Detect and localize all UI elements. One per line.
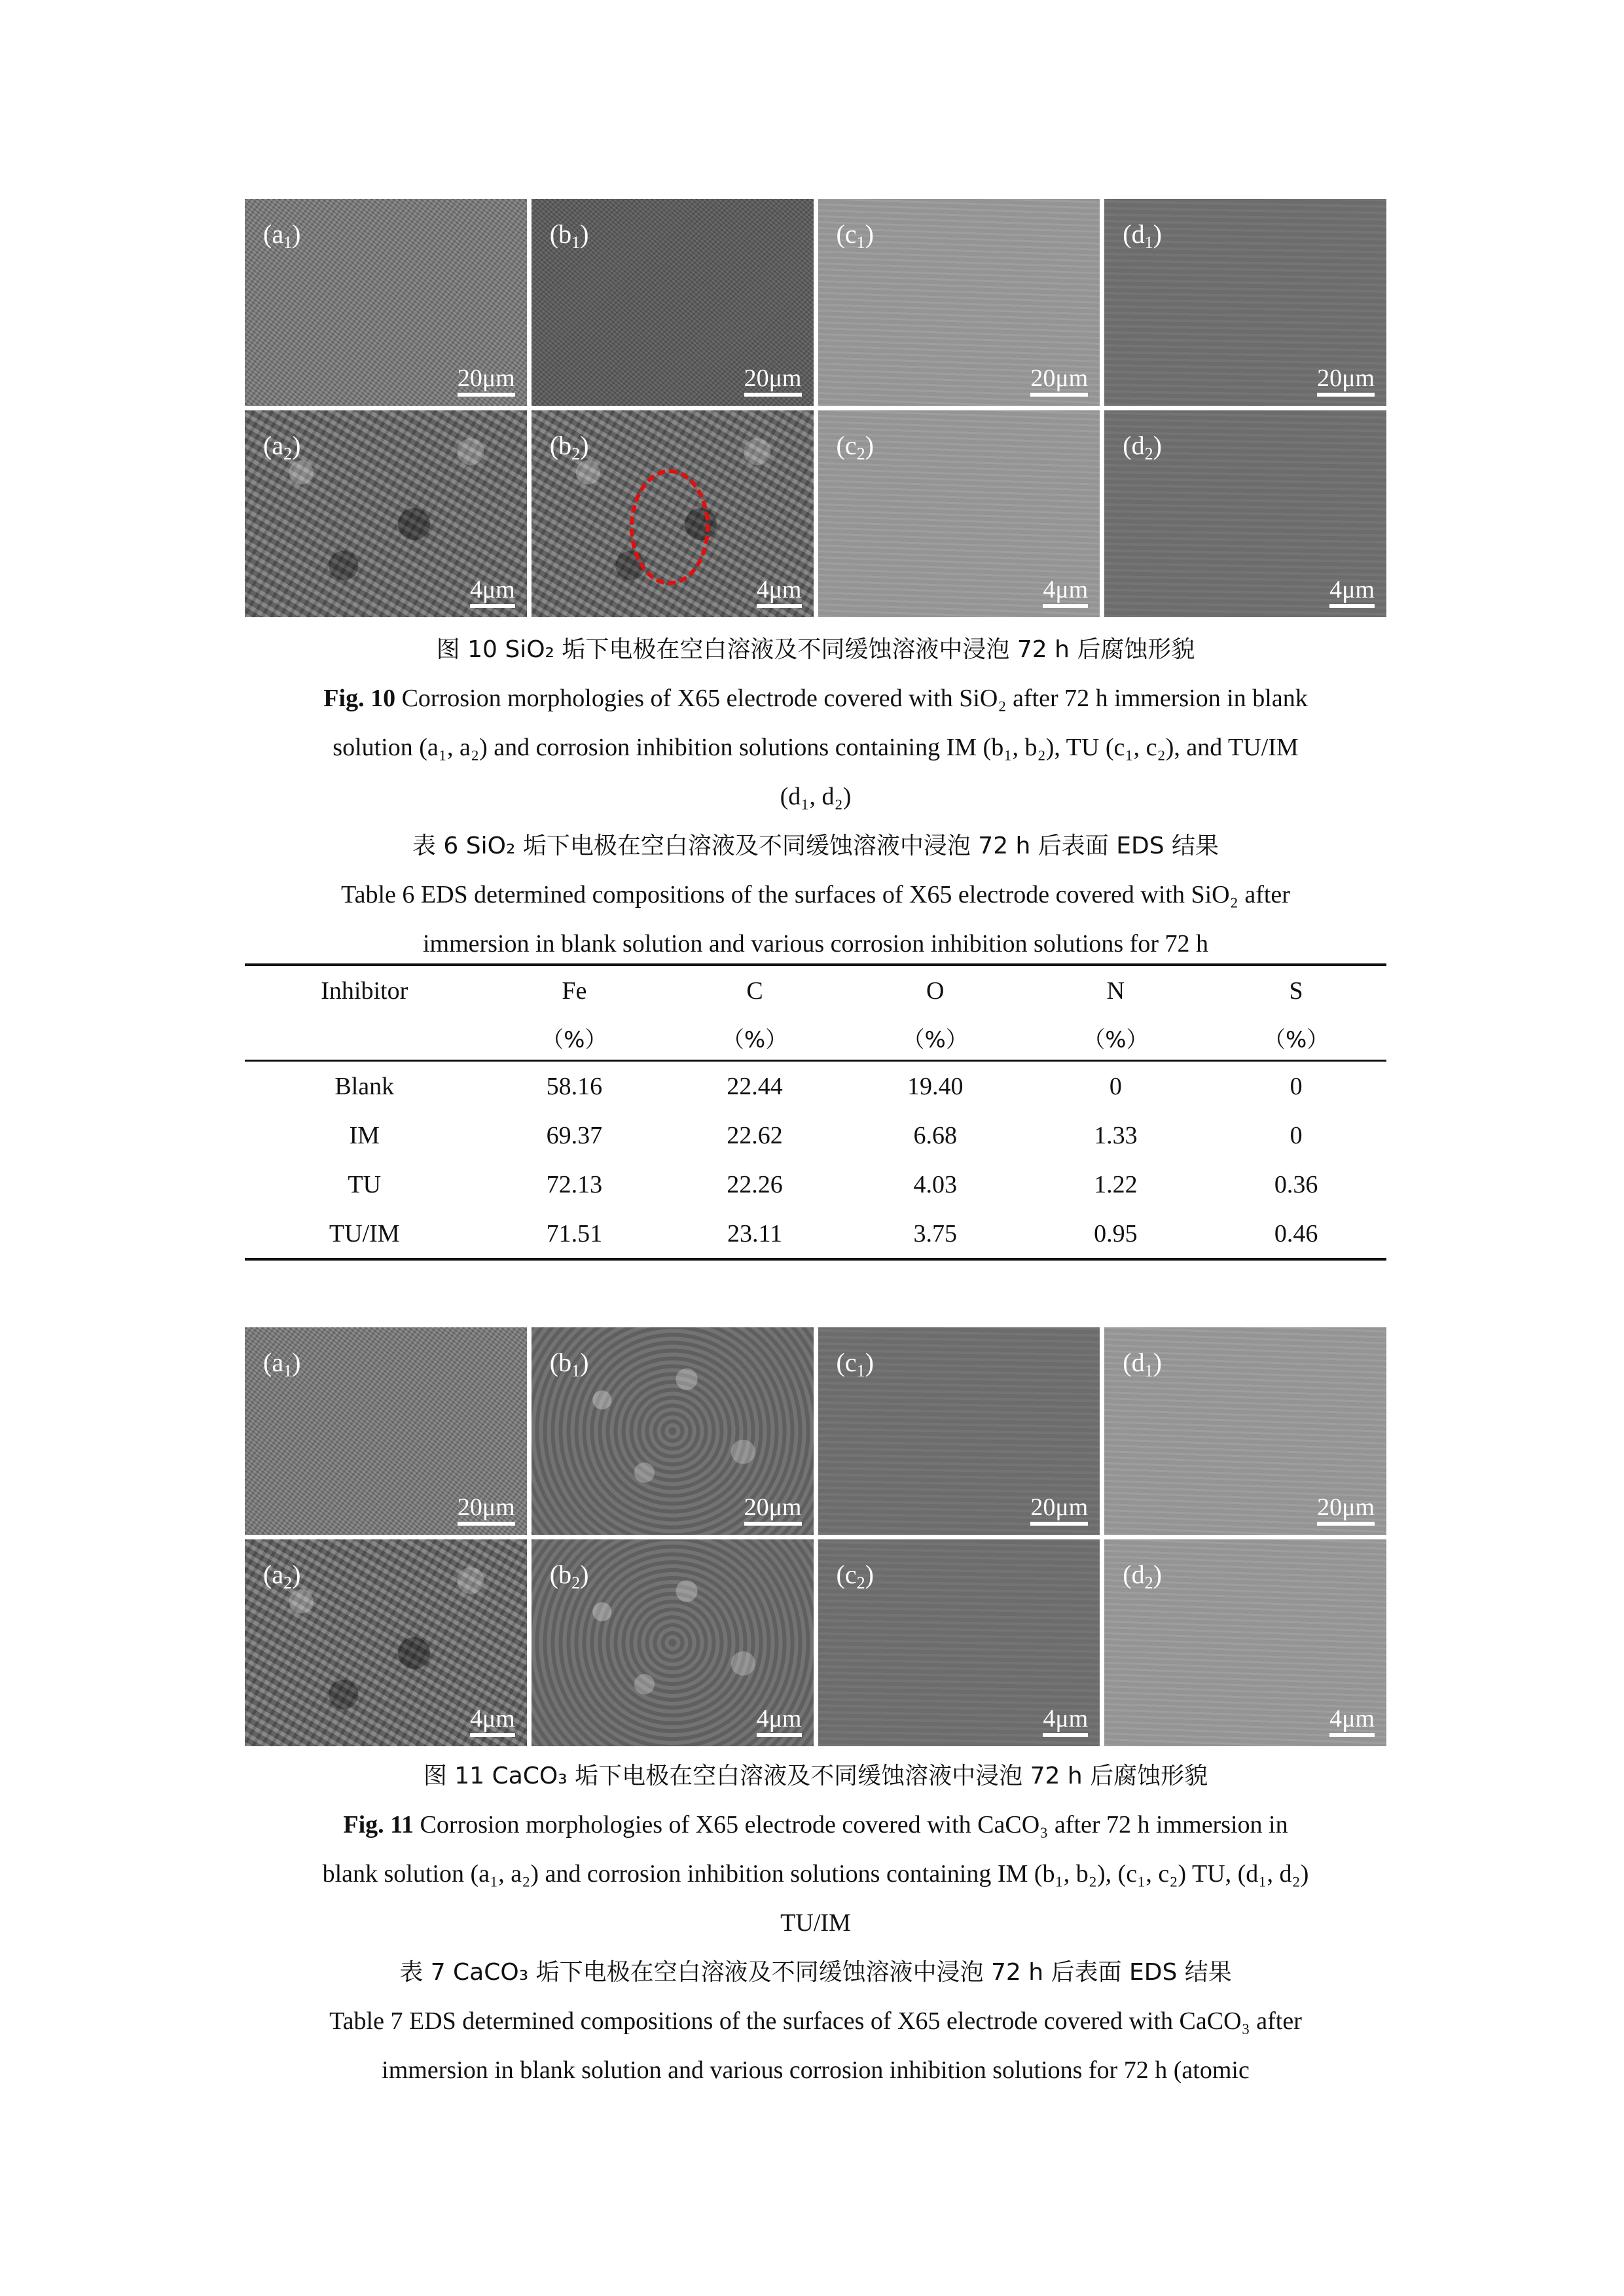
table-unit-cell: （%） bbox=[484, 1015, 664, 1061]
table-header-cell: O bbox=[845, 965, 1026, 1015]
table-cell: 22.62 bbox=[727, 1121, 783, 1149]
scale-bar-label: 4μm bbox=[756, 576, 802, 603]
scale-bar bbox=[1030, 366, 1088, 397]
panel-letter: d bbox=[1131, 431, 1145, 460]
scale-bar-label: 4μm bbox=[1043, 1705, 1089, 1732]
scale-bar bbox=[1317, 1495, 1375, 1526]
table-row bbox=[245, 1160, 1386, 1209]
panel-letter: c bbox=[844, 1559, 857, 1589]
table-cell: 72.13 bbox=[546, 1170, 603, 1198]
scale-bar bbox=[470, 1706, 515, 1737]
sem-panel-d1 bbox=[1104, 199, 1386, 406]
table-header-cell: S bbox=[1206, 965, 1386, 1015]
scale-bar-line bbox=[470, 1733, 515, 1737]
scale-bar-label: 20μm bbox=[744, 365, 802, 392]
scale-bar-line bbox=[470, 604, 515, 608]
table-6-eds bbox=[245, 963, 1386, 1261]
panel-label: $(d_2)$ bbox=[1123, 431, 1162, 463]
table-cell: Blank bbox=[334, 1072, 395, 1100]
table-cell: 0.36 bbox=[1274, 1170, 1318, 1198]
panel-label: $(b_1)$ bbox=[549, 1348, 589, 1380]
panel-subscript: 1 bbox=[1144, 1361, 1153, 1380]
panel-label: $(a_1)$ bbox=[263, 1348, 301, 1380]
panel-subscript: 1 bbox=[856, 233, 865, 252]
table-6-title-en-line1: Table 6 EDS determined compositions of the surfaces of X65 electrode covered with SiO₂ after bbox=[341, 881, 1290, 908]
scale-bar bbox=[744, 366, 802, 397]
table-header-cell: Fe bbox=[484, 965, 664, 1015]
table-unit-cell: （%） bbox=[664, 1015, 845, 1061]
panel-label: $(b_2)$ bbox=[549, 431, 589, 463]
scale-bar-line bbox=[757, 604, 802, 608]
table-cell: 0 bbox=[1290, 1072, 1303, 1100]
panel-label: $(a_1)$ bbox=[263, 219, 301, 252]
sem-panel-d2 bbox=[1104, 1539, 1386, 1747]
figure-10-label: Fig. 10 bbox=[323, 685, 396, 712]
scale-bar bbox=[757, 577, 802, 608]
panel-letter: d bbox=[1131, 1348, 1145, 1377]
panel-letter: b bbox=[558, 1559, 572, 1589]
table-7-title-cn: 表 7 CaCO₃ 垢下电极在空白溶液及不同缓蚀溶液中浸泡 72 h 后表面 EDS 结果 bbox=[399, 1959, 1232, 1986]
scale-bar bbox=[458, 1495, 515, 1526]
table-cell: IM bbox=[349, 1121, 380, 1149]
scale-bar-label: 20μm bbox=[457, 1493, 515, 1521]
figure-10-caption-en-text1: Corrosion morphologies of X65 electrode covered with SiO₂ after 72 h immersion in blank bbox=[395, 685, 1308, 712]
table-row bbox=[245, 1209, 1386, 1259]
table-cell: 23.11 bbox=[664, 1209, 845, 1259]
sem-panel-a1 bbox=[245, 1327, 527, 1535]
table-cell: TU/IM bbox=[245, 1209, 484, 1259]
figure-10-caption-en-line3: (d₁, d₂) bbox=[780, 783, 852, 810]
figure-11-caption-cn: 图 11 CaCO₃ 垢下电极在空白溶液及不同缓蚀溶液中浸泡 72 h 后腐蚀形貌 bbox=[423, 1763, 1208, 1789]
table-row bbox=[245, 1111, 1386, 1160]
panel-label: $(c_2)$ bbox=[836, 431, 874, 463]
table-unit-cell: （%） bbox=[845, 1015, 1026, 1061]
panel-label: $(d_1)$ bbox=[1123, 219, 1162, 252]
scale-bar bbox=[1030, 1495, 1088, 1526]
table-header-row bbox=[245, 965, 1386, 1015]
figure-11-caption-en-line3: TU/IM bbox=[780, 1909, 851, 1937]
panel-letter: b bbox=[558, 219, 572, 249]
panel-subscript: 1 bbox=[1144, 233, 1153, 252]
figure-11-caption-en-text1: Corrosion morphologies of X65 electrode covered with CaCO₃ after 72 h immersion in bbox=[414, 1811, 1288, 1839]
pit-highlight-circle bbox=[630, 469, 710, 585]
table-cell: 22.44 bbox=[727, 1072, 783, 1100]
table-unit-row bbox=[245, 1015, 1386, 1061]
scale-bar bbox=[744, 1495, 802, 1526]
figure-11-label: Fig. 11 bbox=[343, 1811, 414, 1839]
table-6-title-cn: 表 6 SiO₂ 垢下电极在空白溶液及不同缓蚀溶液中浸泡 72 h 后表面 EDS 结果 bbox=[412, 833, 1219, 859]
scale-bar-line bbox=[458, 1522, 515, 1526]
sem-panel-c2 bbox=[818, 410, 1100, 617]
panel-subscript: 1 bbox=[571, 233, 581, 252]
panel-label: $(b_1)$ bbox=[549, 219, 589, 252]
table-cell: 4.03 bbox=[913, 1170, 957, 1198]
panel-subscript: 1 bbox=[283, 1361, 293, 1380]
figure-11-caption bbox=[245, 1751, 1386, 1948]
scale-bar-line bbox=[1317, 393, 1375, 397]
sem-panel-c1 bbox=[818, 199, 1100, 406]
scale-bar-label: 4μm bbox=[756, 1705, 802, 1732]
table-unit-cell: （%） bbox=[1206, 1015, 1386, 1061]
panel-label: $(d_2)$ bbox=[1123, 1559, 1162, 1592]
table-cell: 1.33 bbox=[1094, 1121, 1138, 1149]
table-cell: 1.22 bbox=[1094, 1170, 1138, 1198]
sem-panel-b2 bbox=[532, 1539, 814, 1747]
scale-bar bbox=[470, 577, 515, 608]
figure-10-caption-cn: 图 10 SiO₂ 垢下电极在空白溶液及不同缓蚀溶液中浸泡 72 h 后腐蚀形貌 bbox=[436, 636, 1195, 663]
sem-panel-d1 bbox=[1104, 1327, 1386, 1535]
panel-letter: c bbox=[844, 1348, 857, 1377]
table-cell: 69.37 bbox=[546, 1121, 603, 1149]
scale-bar-line bbox=[1329, 1733, 1375, 1737]
table-unit-cell bbox=[245, 1015, 484, 1061]
panel-label: $(c_2)$ bbox=[836, 1559, 874, 1592]
panel-subscript: 2 bbox=[571, 444, 581, 463]
scale-bar-line bbox=[1030, 393, 1088, 397]
scale-bar-label: 20μm bbox=[1030, 365, 1089, 392]
panel-letter: c bbox=[844, 431, 857, 460]
sem-panel-a2 bbox=[245, 1539, 527, 1747]
sem-panel-a2 bbox=[245, 410, 527, 617]
scale-bar-line bbox=[1043, 1733, 1088, 1737]
table-cell: 0.95 bbox=[1026, 1209, 1206, 1259]
figure-11-sem-grid bbox=[245, 1327, 1386, 1746]
panel-label: $(d_1)$ bbox=[1123, 1348, 1162, 1380]
scale-bar-line bbox=[458, 393, 515, 397]
scale-bar-line bbox=[1030, 1522, 1088, 1526]
table-unit-cell: （%） bbox=[1026, 1015, 1206, 1061]
panel-subscript: 2 bbox=[856, 444, 865, 463]
panel-subscript: 1 bbox=[283, 233, 293, 252]
table-7-title bbox=[245, 1948, 1386, 2095]
table-cell: 0.46 bbox=[1206, 1209, 1386, 1259]
panel-subscript: 1 bbox=[856, 1361, 865, 1380]
scale-bar bbox=[1043, 1706, 1088, 1737]
panel-label: $(c_1)$ bbox=[836, 219, 874, 252]
figure-10-caption-en-line1 bbox=[245, 674, 1386, 723]
panel-subscript: 2 bbox=[571, 1573, 581, 1592]
scale-bar-label: 4μm bbox=[469, 1705, 515, 1732]
table-cell: 0 bbox=[1290, 1121, 1303, 1149]
table-cell: 19.40 bbox=[907, 1072, 964, 1100]
table-6-title-en-line2: immersion in blank solution and various corrosion inhibition solutions for 72 h bbox=[422, 930, 1209, 958]
table-cell: 22.26 bbox=[727, 1170, 783, 1198]
table-header-cell: N bbox=[1026, 965, 1206, 1015]
panel-subscript: 2 bbox=[856, 1573, 865, 1592]
sem-panel-c2 bbox=[818, 1539, 1100, 1747]
scale-bar-label: 20μm bbox=[744, 1493, 802, 1521]
table-cell: 6.68 bbox=[913, 1121, 957, 1149]
panel-letter: b bbox=[558, 1348, 572, 1377]
table-7-title-en-line1: Table 7 EDS determined compositions of the surfaces of X65 electrode covered with CaCO₃ after bbox=[329, 2007, 1302, 2035]
scale-bar-line bbox=[744, 1522, 802, 1526]
scale-bar-label: 4μm bbox=[1043, 576, 1089, 603]
table-header-cell: C bbox=[664, 965, 845, 1015]
panel-letter: a bbox=[272, 1559, 284, 1589]
scale-bar bbox=[1317, 366, 1375, 397]
figure-10-caption-en-line2: solution (a₁, a₂) and corrosion inhibition solutions containing IM (b₁, b₂), TU (c₁, c₂), and TU/IM bbox=[333, 734, 1299, 761]
panel-subscript: 2 bbox=[283, 444, 293, 463]
panel-label: $(a_2)$ bbox=[263, 1559, 301, 1592]
panel-subscript: 2 bbox=[1144, 444, 1153, 463]
scale-bar-line bbox=[757, 1733, 802, 1737]
scale-bar-label: 4μm bbox=[469, 576, 515, 603]
table-header-cell: Inhibitor bbox=[245, 965, 484, 1015]
sem-panel-c1 bbox=[818, 1327, 1100, 1535]
table-cell: 58.16 bbox=[546, 1072, 603, 1100]
panel-label: $(b_2)$ bbox=[549, 1559, 589, 1592]
sem-panel-a1 bbox=[245, 199, 527, 406]
panel-letter: a bbox=[272, 219, 284, 249]
table-6-title bbox=[245, 821, 1386, 969]
scale-bar bbox=[458, 366, 515, 397]
panel-letter: b bbox=[558, 431, 572, 460]
figure-11-caption-en-line2: blank solution (a₁, a₂) and corrosion inhibition solutions containing IM (b₁, b₂), (c₁, c₂) TU, (d₁, d₂) bbox=[322, 1860, 1309, 1888]
figure-10-sem-grid bbox=[245, 199, 1386, 617]
scale-bar-label: 20μm bbox=[457, 365, 515, 392]
sem-panel-b2 bbox=[532, 410, 814, 617]
scale-bar-line bbox=[1329, 604, 1375, 608]
scale-bar bbox=[1329, 577, 1375, 608]
scale-bar-label: 20μm bbox=[1317, 365, 1375, 392]
table-row bbox=[245, 1061, 1386, 1111]
panel-letter: d bbox=[1131, 219, 1145, 249]
panel-letter: a bbox=[272, 1348, 284, 1377]
panel-letter: d bbox=[1131, 1559, 1145, 1589]
sem-panel-b1 bbox=[532, 1327, 814, 1535]
table-cell: 0 bbox=[1109, 1072, 1122, 1100]
table-cell: 3.75 bbox=[845, 1209, 1026, 1259]
scale-bar-line bbox=[1317, 1522, 1375, 1526]
table-cell: 71.51 bbox=[484, 1209, 664, 1259]
scale-bar bbox=[1043, 577, 1088, 608]
table-cell: TU bbox=[348, 1170, 382, 1198]
scale-bar-label: 4μm bbox=[1329, 1705, 1375, 1732]
scale-bar bbox=[1329, 1706, 1375, 1737]
panel-label: $(c_1)$ bbox=[836, 1348, 874, 1380]
scale-bar-line bbox=[744, 393, 802, 397]
panel-subscript: 2 bbox=[1144, 1573, 1153, 1592]
scale-bar-label: 20μm bbox=[1030, 1493, 1089, 1521]
scale-bar bbox=[757, 1706, 802, 1737]
sem-panel-b1 bbox=[532, 199, 814, 406]
scale-bar-label: 20μm bbox=[1317, 1493, 1375, 1521]
panel-subscript: 1 bbox=[571, 1361, 581, 1380]
figure-10-caption bbox=[245, 625, 1386, 821]
panel-letter: a bbox=[272, 431, 284, 460]
panel-letter: c bbox=[844, 219, 857, 249]
figure-11-caption-en-line1 bbox=[245, 1801, 1386, 1850]
table-7-title-en-line2: immersion in blank solution and various corrosion inhibition solutions for 72 h (atomic bbox=[382, 2056, 1250, 2084]
panel-subscript: 2 bbox=[283, 1573, 293, 1592]
sem-panel-d2 bbox=[1104, 410, 1386, 617]
scale-bar-line bbox=[1043, 604, 1088, 608]
scale-bar-label: 4μm bbox=[1329, 576, 1375, 603]
panel-label: $(a_2)$ bbox=[263, 431, 301, 463]
